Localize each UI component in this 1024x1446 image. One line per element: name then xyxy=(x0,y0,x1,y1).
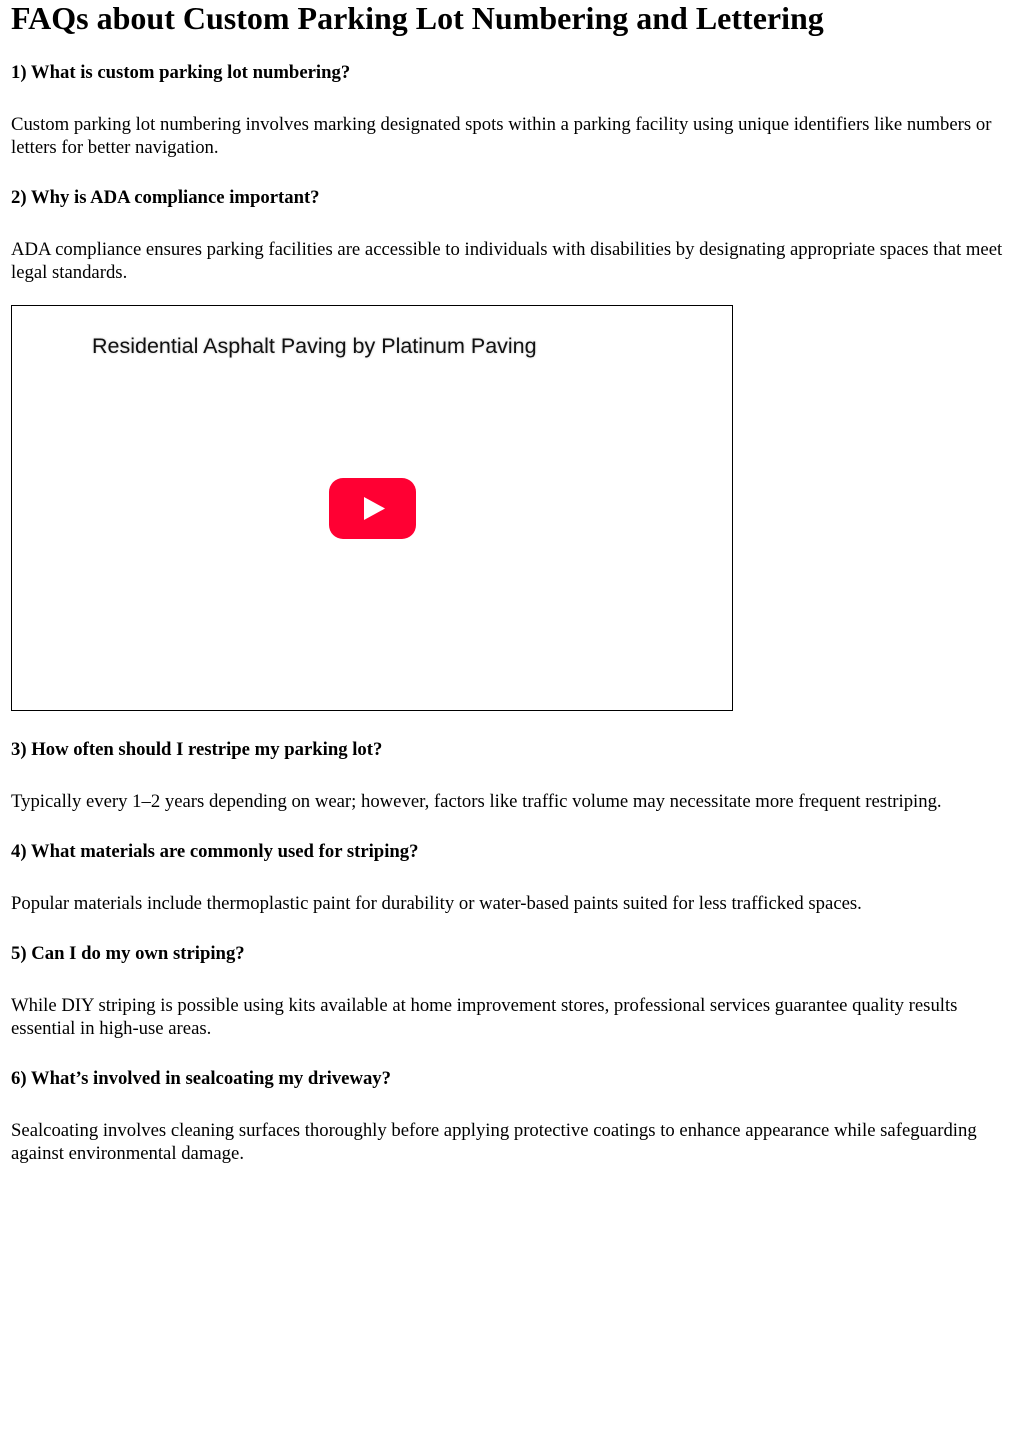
youtube-play-icon[interactable] xyxy=(329,478,416,539)
faq-question-5: 5) Can I do my own striping? xyxy=(11,943,245,964)
faq-answer-2: ADA compliance ensures parking facilities are accessible to individuals with disabilities by designating appropriate spaces that meet legal standards. xyxy=(11,239,1003,283)
faq-answer-5: While DIY striping is possible using kits available at home improvement stores, professional services guarantee quality results essential in high-use areas. xyxy=(11,995,958,1039)
video-embed[interactable] xyxy=(11,305,733,711)
faq-answer-6: Sealcoating involves cleaning surfaces thoroughly before applying protective coatings to enhance appearance while safeguarding against environmental damage. xyxy=(11,1120,977,1164)
video-title[interactable]: Residential Asphalt Paving by Platinum Paving xyxy=(92,334,537,358)
faq-answer-1: Custom parking lot numbering involves marking designated spots within a parking facility using unique identifiers like numbers or letters for better navigation. xyxy=(11,114,992,158)
faq-question-1: 1) What is custom parking lot numbering? xyxy=(11,62,351,83)
faq-question-4: 4) What materials are commonly used for striping? xyxy=(11,841,419,862)
faq-question-2: 2) Why is ADA compliance important? xyxy=(11,187,320,208)
faq-answer-3: Typically every 1–2 years depending on wear; however, factors like traffic volume may necessitate more frequent restriping. xyxy=(11,791,942,812)
faq-answer-4: Popular materials include thermoplastic paint for durability or water-based paints suited for less trafficked spaces. xyxy=(11,893,862,914)
page-title: FAQs about Custom Parking Lot Numbering and Lettering xyxy=(11,0,824,36)
faq-question-3: 3) How often should I restripe my parking lot? xyxy=(11,739,383,760)
faq-question-6: 6) What’s involved in sealcoating my driveway? xyxy=(11,1068,391,1089)
